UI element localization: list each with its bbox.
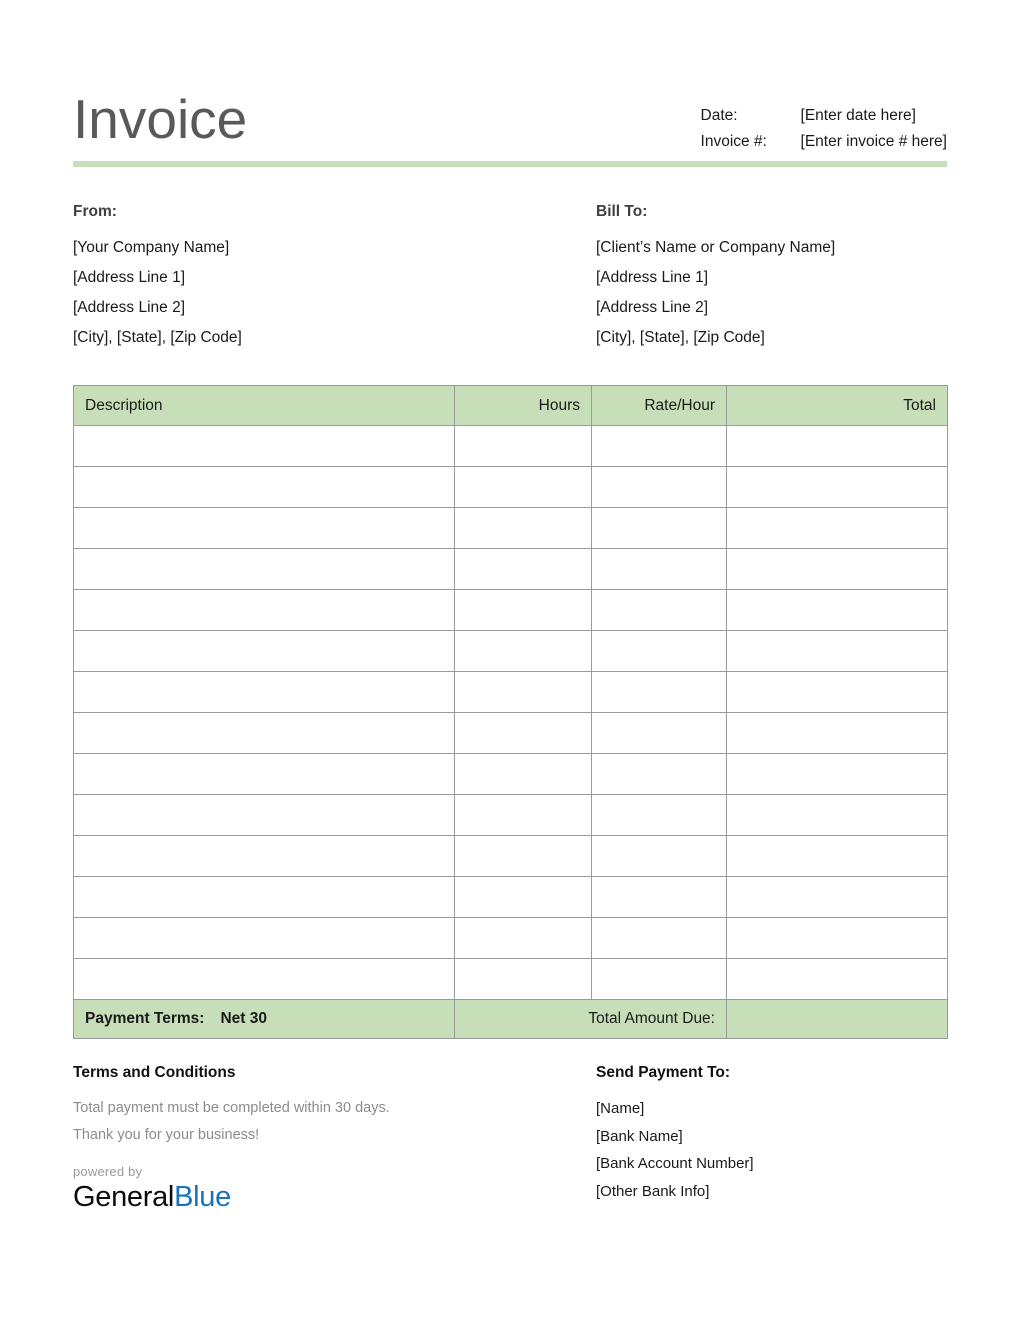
table-cell[interactable] [592, 754, 727, 795]
table-cell[interactable] [592, 877, 727, 918]
date-label: Date: [700, 107, 738, 124]
table-cell[interactable] [592, 631, 727, 672]
table-row [74, 918, 948, 959]
terms-line-2: Thank you for your business! [73, 1127, 260, 1143]
bill-to-line-3[interactable]: [Address Line 2] [596, 299, 709, 316]
table-cell[interactable] [455, 918, 592, 959]
table-cell[interactable] [727, 549, 948, 590]
table-cell[interactable] [455, 754, 592, 795]
invoice-number-label: Invoice #: [700, 133, 767, 150]
table-cell[interactable] [727, 754, 948, 795]
table-cell[interactable] [455, 672, 592, 713]
from-line-3[interactable]: [Address Line 2] [73, 299, 186, 316]
invoice-number-value[interactable]: [Enter invoice # here] [800, 133, 947, 150]
table-cell[interactable] [727, 631, 948, 672]
date-value[interactable]: [Enter date here] [800, 107, 916, 124]
table-row [74, 426, 948, 467]
table-cell[interactable] [727, 672, 948, 713]
table-cell[interactable] [74, 836, 455, 877]
table-cell[interactable] [592, 467, 727, 508]
totals-row [74, 1000, 948, 1039]
table-cell[interactable] [592, 508, 727, 549]
table-cell[interactable] [592, 590, 727, 631]
from-line-4[interactable]: [City], [State], [Zip Code] [73, 329, 242, 346]
table-cell[interactable] [455, 426, 592, 467]
table-cell[interactable] [74, 508, 455, 549]
table-row [74, 754, 948, 795]
table-cell[interactable] [592, 795, 727, 836]
table-cell[interactable] [592, 426, 727, 467]
column-header-description: Description [74, 386, 455, 426]
table-cell[interactable] [727, 795, 948, 836]
table-row [74, 836, 948, 877]
column-header-total: Total [727, 386, 948, 426]
table-cell[interactable] [455, 877, 592, 918]
table-row [74, 877, 948, 918]
table-cell[interactable] [455, 467, 592, 508]
table-cell[interactable] [455, 959, 592, 1000]
table-row [74, 549, 948, 590]
from-block [73, 202, 553, 353]
column-header-rate: Rate/Hour [592, 386, 727, 426]
page-title: Invoice [73, 88, 248, 150]
bill-to-block [596, 202, 1016, 353]
table-cell[interactable] [727, 959, 948, 1000]
from-line-1[interactable]: [Your Company Name] [73, 239, 230, 256]
table-row [74, 795, 948, 836]
brand-name-blue: Blue [174, 1181, 231, 1213]
bill-to-line-4[interactable]: [City], [State], [Zip Code] [596, 329, 765, 346]
table-cell[interactable] [592, 549, 727, 590]
title-divider [73, 161, 947, 167]
payment-terms-value[interactable]: Net 30 [220, 1010, 267, 1027]
table-cell[interactable] [727, 426, 948, 467]
table-cell[interactable] [74, 959, 455, 1000]
invoice-meta [701, 107, 947, 159]
brand-wordmark [73, 1181, 231, 1214]
table-header-row [74, 386, 948, 426]
table-cell[interactable] [727, 918, 948, 959]
table-row [74, 631, 948, 672]
bill-to-heading: Bill To: [596, 203, 648, 220]
table-cell[interactable] [592, 918, 727, 959]
terms-and-conditions-block [73, 1063, 553, 1149]
send-payment-to-heading: Send Payment To: [596, 1064, 731, 1081]
table-cell[interactable] [74, 590, 455, 631]
from-heading: From: [73, 203, 117, 220]
payment-line-4[interactable]: [Other Bank Info] [596, 1182, 710, 1200]
table-cell[interactable] [455, 713, 592, 754]
table-cell[interactable] [74, 549, 455, 590]
table-cell[interactable] [727, 836, 948, 877]
table-cell[interactable] [592, 836, 727, 877]
column-header-hours: Hours [455, 386, 592, 426]
meta-row-date [701, 107, 947, 125]
payment-line-3[interactable]: [Bank Account Number] [596, 1155, 754, 1172]
table-cell[interactable] [455, 549, 592, 590]
bill-to-line-2[interactable]: [Address Line 1] [596, 269, 709, 286]
powered-by-label: powered by [73, 1164, 143, 1179]
table-cell[interactable] [74, 672, 455, 713]
total-amount-due-label: Total Amount Due: [455, 1000, 727, 1039]
table-cell[interactable] [74, 631, 455, 672]
generalblue-logo [73, 1164, 231, 1214]
table-cell[interactable] [592, 672, 727, 713]
table-cell[interactable] [727, 713, 948, 754]
table-row [74, 508, 948, 549]
table-cell[interactable] [455, 508, 592, 549]
table-footer [74, 1000, 948, 1039]
table-cell[interactable] [455, 795, 592, 836]
table-cell[interactable] [74, 754, 455, 795]
brand-name-general: General [73, 1181, 175, 1213]
from-line-2[interactable]: [Address Line 1] [73, 269, 186, 286]
table-cell[interactable] [74, 426, 455, 467]
table-cell[interactable] [74, 918, 455, 959]
terms-line-1: Total payment must be completed within 30 days. [73, 1100, 390, 1116]
payment-line-2[interactable]: [Bank Name] [596, 1127, 683, 1145]
payment-terms-cell [74, 1000, 455, 1039]
table-cell[interactable] [592, 959, 727, 1000]
send-payment-to-block [596, 1063, 1016, 1205]
table-cell[interactable] [727, 590, 948, 631]
payment-terms-label: Payment Terms: [85, 1010, 205, 1027]
table-cell[interactable] [727, 467, 948, 508]
table-row [74, 713, 948, 754]
table-cell[interactable] [455, 836, 592, 877]
terms-heading: Terms and Conditions [73, 1064, 236, 1081]
table-cell[interactable] [74, 877, 455, 918]
table-row [74, 959, 948, 1000]
table-cell[interactable] [455, 590, 592, 631]
line-items-table [73, 385, 948, 1039]
invoice-header [73, 88, 947, 159]
table-row [74, 672, 948, 713]
table-row [74, 467, 948, 508]
table-body [74, 426, 948, 1000]
table-cell[interactable] [727, 877, 948, 918]
table-cell[interactable] [74, 713, 455, 754]
payment-line-1[interactable]: [Name] [596, 1100, 645, 1117]
table-cell[interactable] [455, 631, 592, 672]
total-amount-due-value[interactable] [727, 1000, 948, 1039]
table-cell[interactable] [592, 713, 727, 754]
table-cell[interactable] [74, 467, 455, 508]
table-header [74, 386, 948, 426]
table-cell[interactable] [74, 795, 455, 836]
meta-row-invoice-number [701, 133, 947, 151]
table-cell[interactable] [727, 508, 948, 549]
table-row [74, 590, 948, 631]
bill-to-line-1[interactable]: [Client’s Name or Company Name] [596, 239, 836, 256]
